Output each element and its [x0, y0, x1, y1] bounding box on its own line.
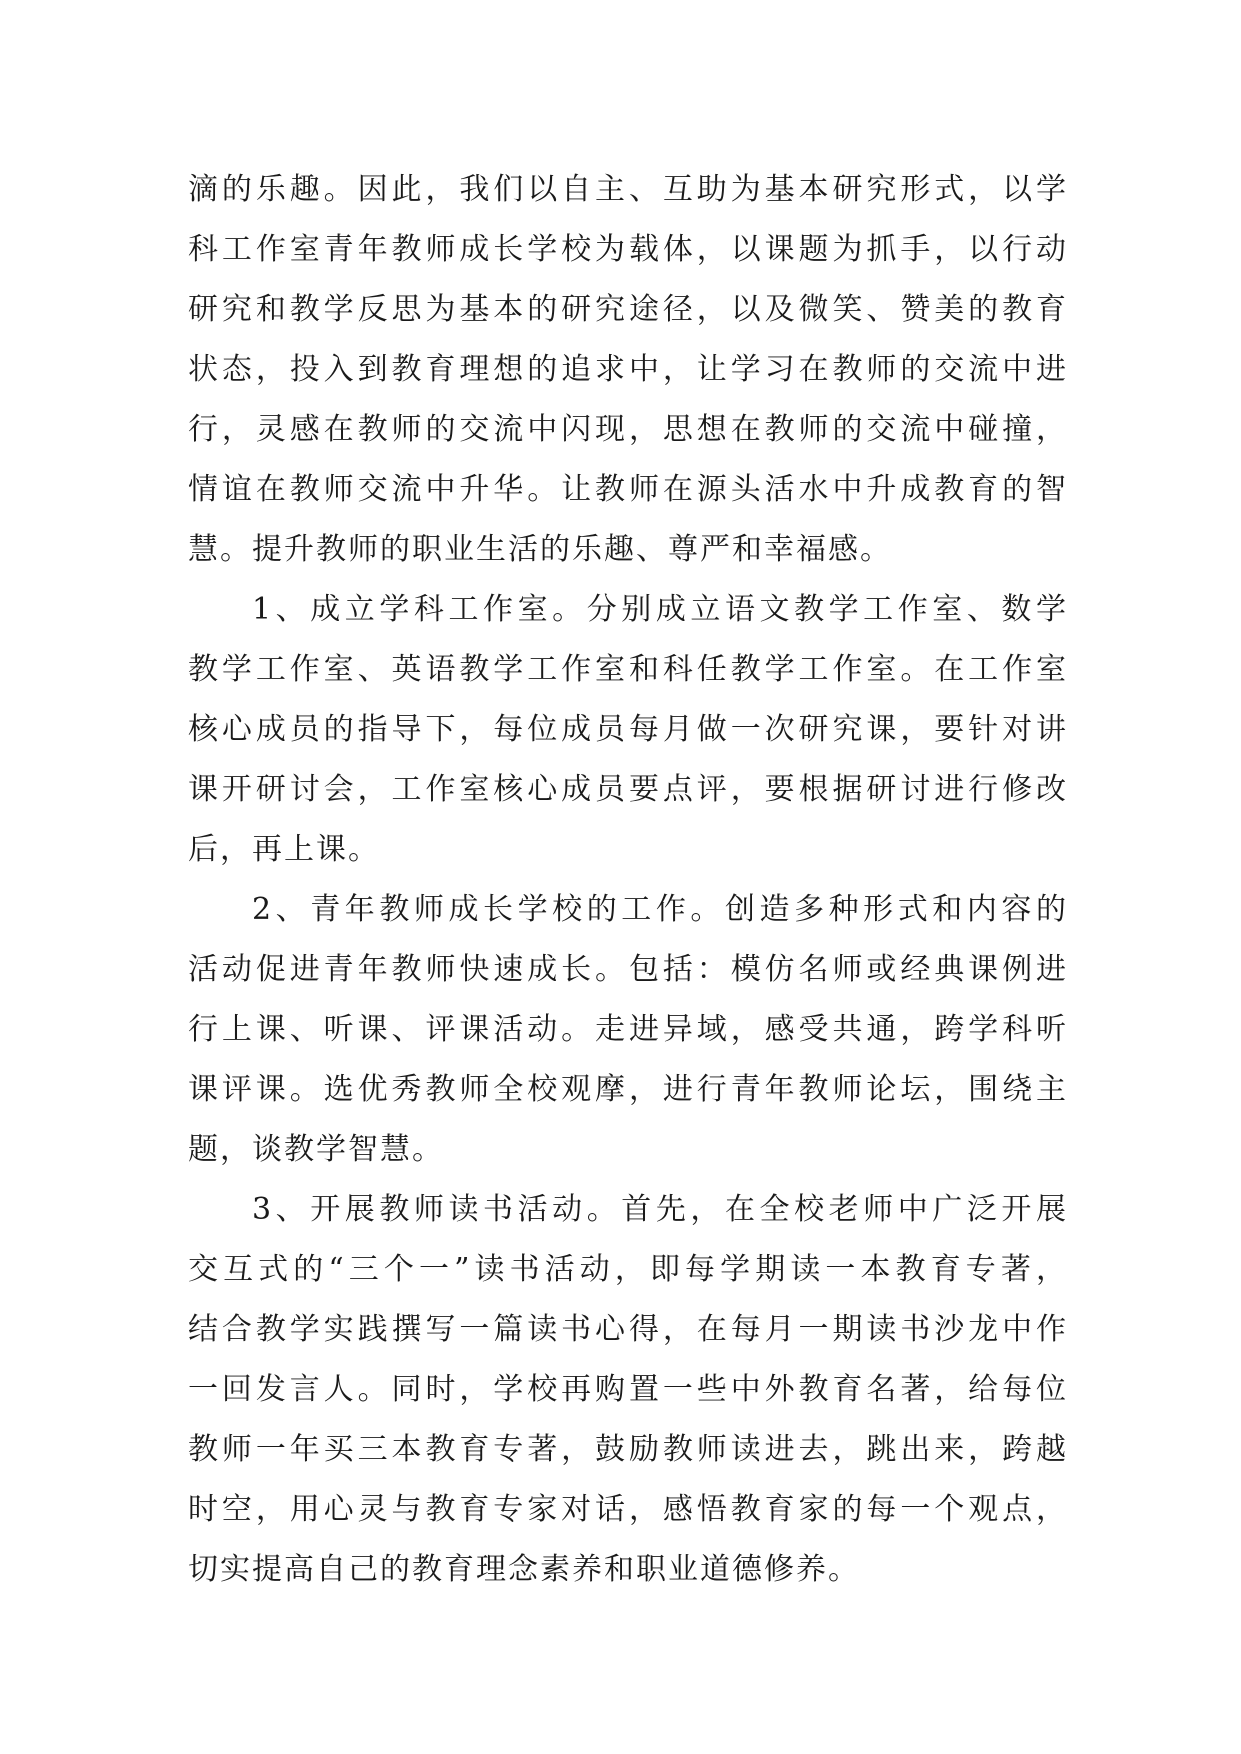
text-line: 一回发言人。同时，学校再购置一些中外教育名著，给每位 — [188, 1372, 1068, 1407]
text-line: 课开研讨会，工作室核心成员要点评，要根据研讨进行修改 — [188, 772, 1068, 807]
text-line: 结合教学实践撰写一篇读书心得，在每月一期读书沙龙中作 — [188, 1312, 1068, 1347]
text-line: 1、成立学科工作室。分别成立语文教学工作室、数学 — [252, 592, 1068, 627]
text-line: 3、开展教师读书活动。首先，在全校老师中广泛开展 — [252, 1192, 1068, 1227]
text-line: 课评课。选优秀教师全校观摩，进行青年教师论坛，围绕主 — [188, 1072, 1068, 1107]
text-line: 滴的乐趣。因此，我们以自主、互助为基本研究形式，以学 — [188, 172, 1068, 207]
paragraph-item-3 — [188, 1180, 1068, 1600]
text-line: 切实提高自己的教育理念素养和职业道德修养。 — [188, 1552, 860, 1587]
document-body — [188, 160, 1068, 1600]
text-line: 教师一年买三本教育专著，鼓励教师读进去，跳出来，跨越 — [188, 1432, 1068, 1467]
paragraph-intro — [188, 160, 1068, 580]
text-line: 后，再上课。 — [188, 832, 380, 867]
paragraph-item-2 — [188, 880, 1068, 1180]
text-line: 题，谈教学智慧。 — [188, 1132, 444, 1167]
paragraph-item-1 — [188, 580, 1068, 880]
text-line: 活动促进青年教师快速成长。包括：模仿名师或经典课例进 — [188, 952, 1068, 987]
text-line: 时空，用心灵与教育专家对话，感悟教育家的每一个观点， — [188, 1492, 1068, 1527]
text-line: 2、青年教师成长学校的工作。创造多种形式和内容的 — [252, 892, 1068, 927]
text-line: 情谊在教师交流中升华。让教师在源头活水中升成教育的智 — [188, 472, 1068, 507]
text-line: 行，灵感在教师的交流中闪现，思想在教师的交流中碰撞， — [188, 412, 1068, 447]
text-line: 交互式的“三个一”读书活动，即每学期读一本教育专著， — [188, 1252, 1068, 1287]
text-line: 行上课、听课、评课活动。走进异域，感受共通，跨学科听 — [188, 1012, 1068, 1047]
text-line: 教学工作室、英语教学工作室和科任教学工作室。在工作室 — [188, 652, 1068, 687]
text-line: 科工作室青年教师成长学校为载体，以课题为抓手，以行动 — [188, 232, 1068, 267]
text-line: 核心成员的指导下，每位成员每月做一次研究课，要针对讲 — [188, 712, 1068, 747]
text-line: 状态，投入到教育理想的追求中，让学习在教师的交流中进 — [188, 352, 1068, 387]
text-line: 慧。提升教师的职业生活的乐趣、尊严和幸福感。 — [188, 532, 892, 567]
text-line: 研究和教学反思为基本的研究途径，以及微笑、赞美的教育 — [188, 292, 1068, 327]
